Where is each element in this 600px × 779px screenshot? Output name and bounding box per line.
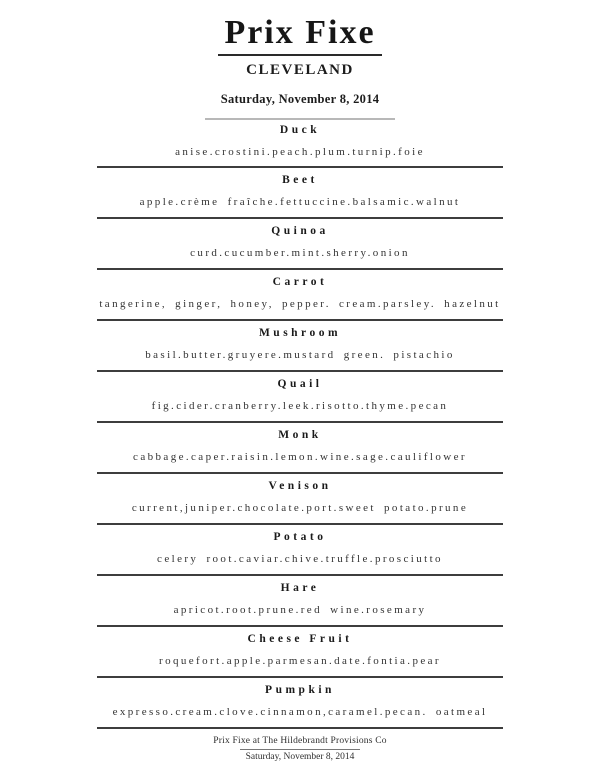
location-subtitle: CLEVELAND: [246, 62, 354, 78]
course-name: Monk: [278, 429, 322, 441]
course-item: [97, 372, 503, 423]
course-ingredients: curd.cucumber.mint.sherry.onion: [190, 247, 410, 259]
course-item: [97, 474, 503, 525]
page-title: Prix Fixe: [224, 14, 376, 51]
course-ingredients: cabbage.caper.raisin.lemon.wine.sage.cauliflower: [133, 451, 467, 463]
course-ingredients: anise.crostini.peach.plum.turnip.foie: [175, 146, 425, 158]
course-ingredients: apple.crème fraîche.fettuccine.balsamic.walnut: [139, 196, 461, 208]
menu-header: [0, 14, 600, 120]
course-name: Quinoa: [271, 225, 329, 237]
course-name: Venison: [268, 480, 332, 492]
course-item: [97, 270, 503, 321]
course-ingredients: fig.cider.cranberry.leek.risotto.thyme.pecan: [151, 400, 449, 412]
course-ingredients: expresso.cream.clove.cinnamon,caramel.pecan. oatmeal: [112, 706, 488, 718]
course-name: Hare: [280, 582, 320, 594]
course-ingredients: apricot.root.prune.red wine.rosemary: [173, 604, 427, 616]
course-item: [97, 219, 503, 270]
menu-date: Saturday, November 8, 2014: [220, 92, 380, 106]
course-item: [97, 423, 503, 474]
course-name: Carrot: [272, 276, 328, 288]
course-ingredients: basil.butter.gruyere.mustard green. pistachio: [145, 349, 455, 361]
course-name: Mushroom: [258, 327, 342, 339]
course-name: Duck: [279, 124, 321, 136]
course-item: [97, 525, 503, 576]
course-name: Potato: [273, 531, 327, 543]
footer-underline: [240, 749, 360, 750]
footer-venue: Prix Fixe at The Hildebrandt Provisions Co: [213, 736, 387, 746]
course-item: [97, 627, 503, 678]
course-ingredients: tangerine, ginger, honey, pepper. cream.parsley. hazelnut: [99, 298, 501, 310]
course-ingredients: current,juniper.chocolate.port.sweet potato.prune: [131, 502, 469, 514]
course-list: [97, 120, 503, 729]
title-underline: [218, 54, 382, 56]
footer-date: Saturday, November 8, 2014: [245, 752, 355, 762]
course-ingredients: celery root.caviar.chive.truffle.prosciutto: [157, 553, 443, 565]
course-name: Quail: [277, 378, 323, 390]
course-name: Cheese Fruit: [247, 633, 353, 645]
course-item: [97, 321, 503, 372]
course-name: Pumpkin: [265, 684, 335, 696]
course-name: Beet: [282, 174, 318, 186]
course-item: [97, 678, 503, 729]
course-ingredients: roquefort.apple.parmesan.date.fontia.pear: [159, 655, 441, 667]
course-item: [97, 168, 503, 219]
menu-footer: [0, 736, 600, 762]
course-item: [97, 120, 503, 168]
course-item: [97, 576, 503, 627]
